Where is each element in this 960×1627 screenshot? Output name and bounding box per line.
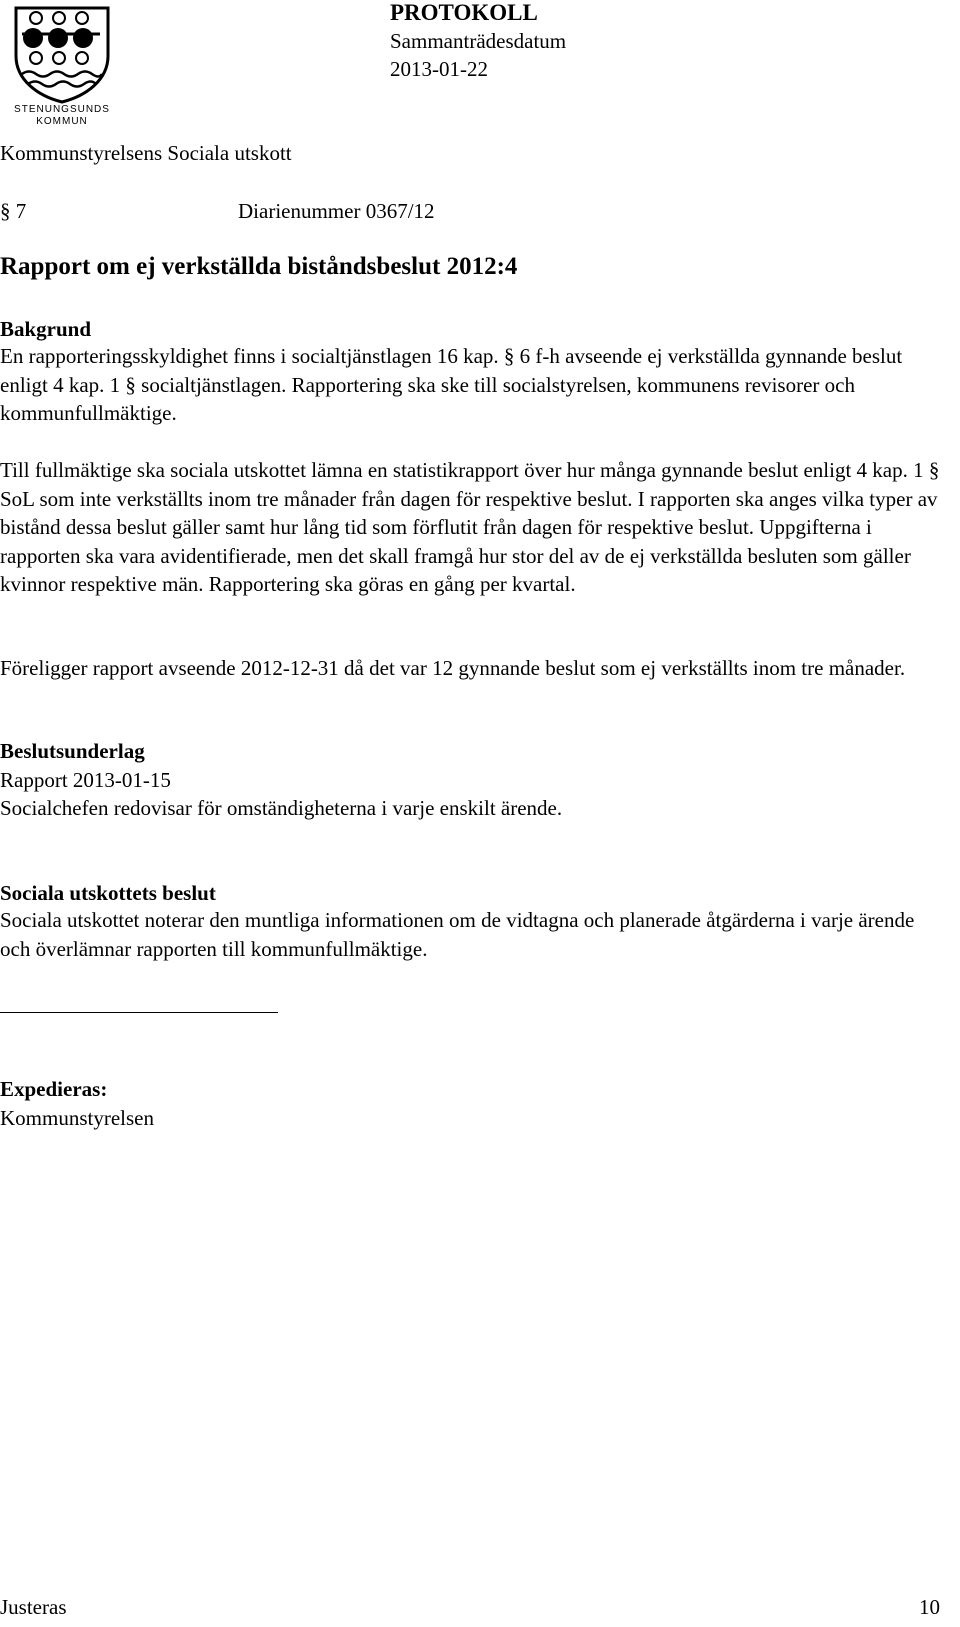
meeting-date: 2013-01-22 (390, 57, 488, 81)
committee-name: Kommunstyrelsens Sociala utskott (0, 141, 292, 165)
meeting-date-label: Sammanträdesdatum (390, 29, 567, 53)
logo-line-1: STENUNGSUNDS (14, 104, 110, 115)
logo-line-2: KOMMUN (36, 116, 88, 127)
paragraph-number: § 7 (0, 199, 27, 223)
footer-justeras: Justeras (0, 1595, 67, 1619)
diarienummer: Diarienummer 0367/12 (238, 199, 435, 223)
section-heading-expedieras: Expedieras: (0, 1077, 108, 1101)
coat-of-arms-icon (6, 4, 118, 104)
section-heading-beslutsunderlag: Beslutsunderlag (0, 739, 145, 763)
page-number: 10 (919, 1595, 940, 1619)
section-heading-beslut: Sociala utskottets beslut (0, 881, 216, 905)
municipality-logo (6, 4, 118, 132)
bakgrund-paragraph-3 (0, 654, 945, 683)
expedieras-recipient: Kommunstyrelsen (0, 1106, 154, 1130)
section-heading-bakgrund: Bakgrund (0, 317, 92, 341)
paragraph-text: Föreligger rapport avseende 2012-12-31 då det var 12 gynnande beslut som ej verkställts inom tre månader. (0, 656, 906, 680)
bakgrund-paragraph-2 (0, 456, 945, 599)
paragraph-text: En rapporteringsskyldighet finns i socialtjänstlagen 16 kap. § 6 f-h avseende ej verkställda gynnande beslut enligt 4 kap. 1 § socialtjänstlagen. Rapportering ska ske till socialstyrelsen, kommunens revisorer och kommunfullmäktige. (0, 344, 903, 425)
beslutsunderlag-line-2: Socialchefen redovisar för omständigheterna i varje enskilt ärende. (0, 796, 563, 820)
bakgrund-paragraph-1 (0, 342, 945, 428)
beslut-text (0, 906, 945, 963)
paragraph-text: Sociala utskottet noterar den muntliga informationen om de vidtagna och planerade åtgärderna i varje ärende och överlämnar rapporten till kommunfullmäktige. (0, 908, 915, 961)
paragraph-text: Till fullmäktige ska sociala utskottet lämna en statistikrapport över hur många gynnande beslut enligt 4 kap. 1 § SoL som inte verkställts inom tre månader från dagen för respektive beslut. I rapporten ska anges vilka typer av bistånd dessa beslut gäller samt hur lång tid som förflutit från dagen för respektive beslut. Uppgifterna i rapporten ska vara avidentifierade, men det skall framgå hur stor del av de ej verkställda besluten som gäller kvinnor respektive män. Rapportering ska göras en gång per kvartal. (0, 458, 940, 596)
page-title: Rapport om ej verkställda biståndsbeslut 2012:4 (0, 253, 518, 280)
protocol-title: PROTOKOLL (390, 0, 538, 25)
beslutsunderlag-line-1: Rapport 2013-01-15 (0, 768, 171, 792)
signature-line (0, 1012, 278, 1013)
